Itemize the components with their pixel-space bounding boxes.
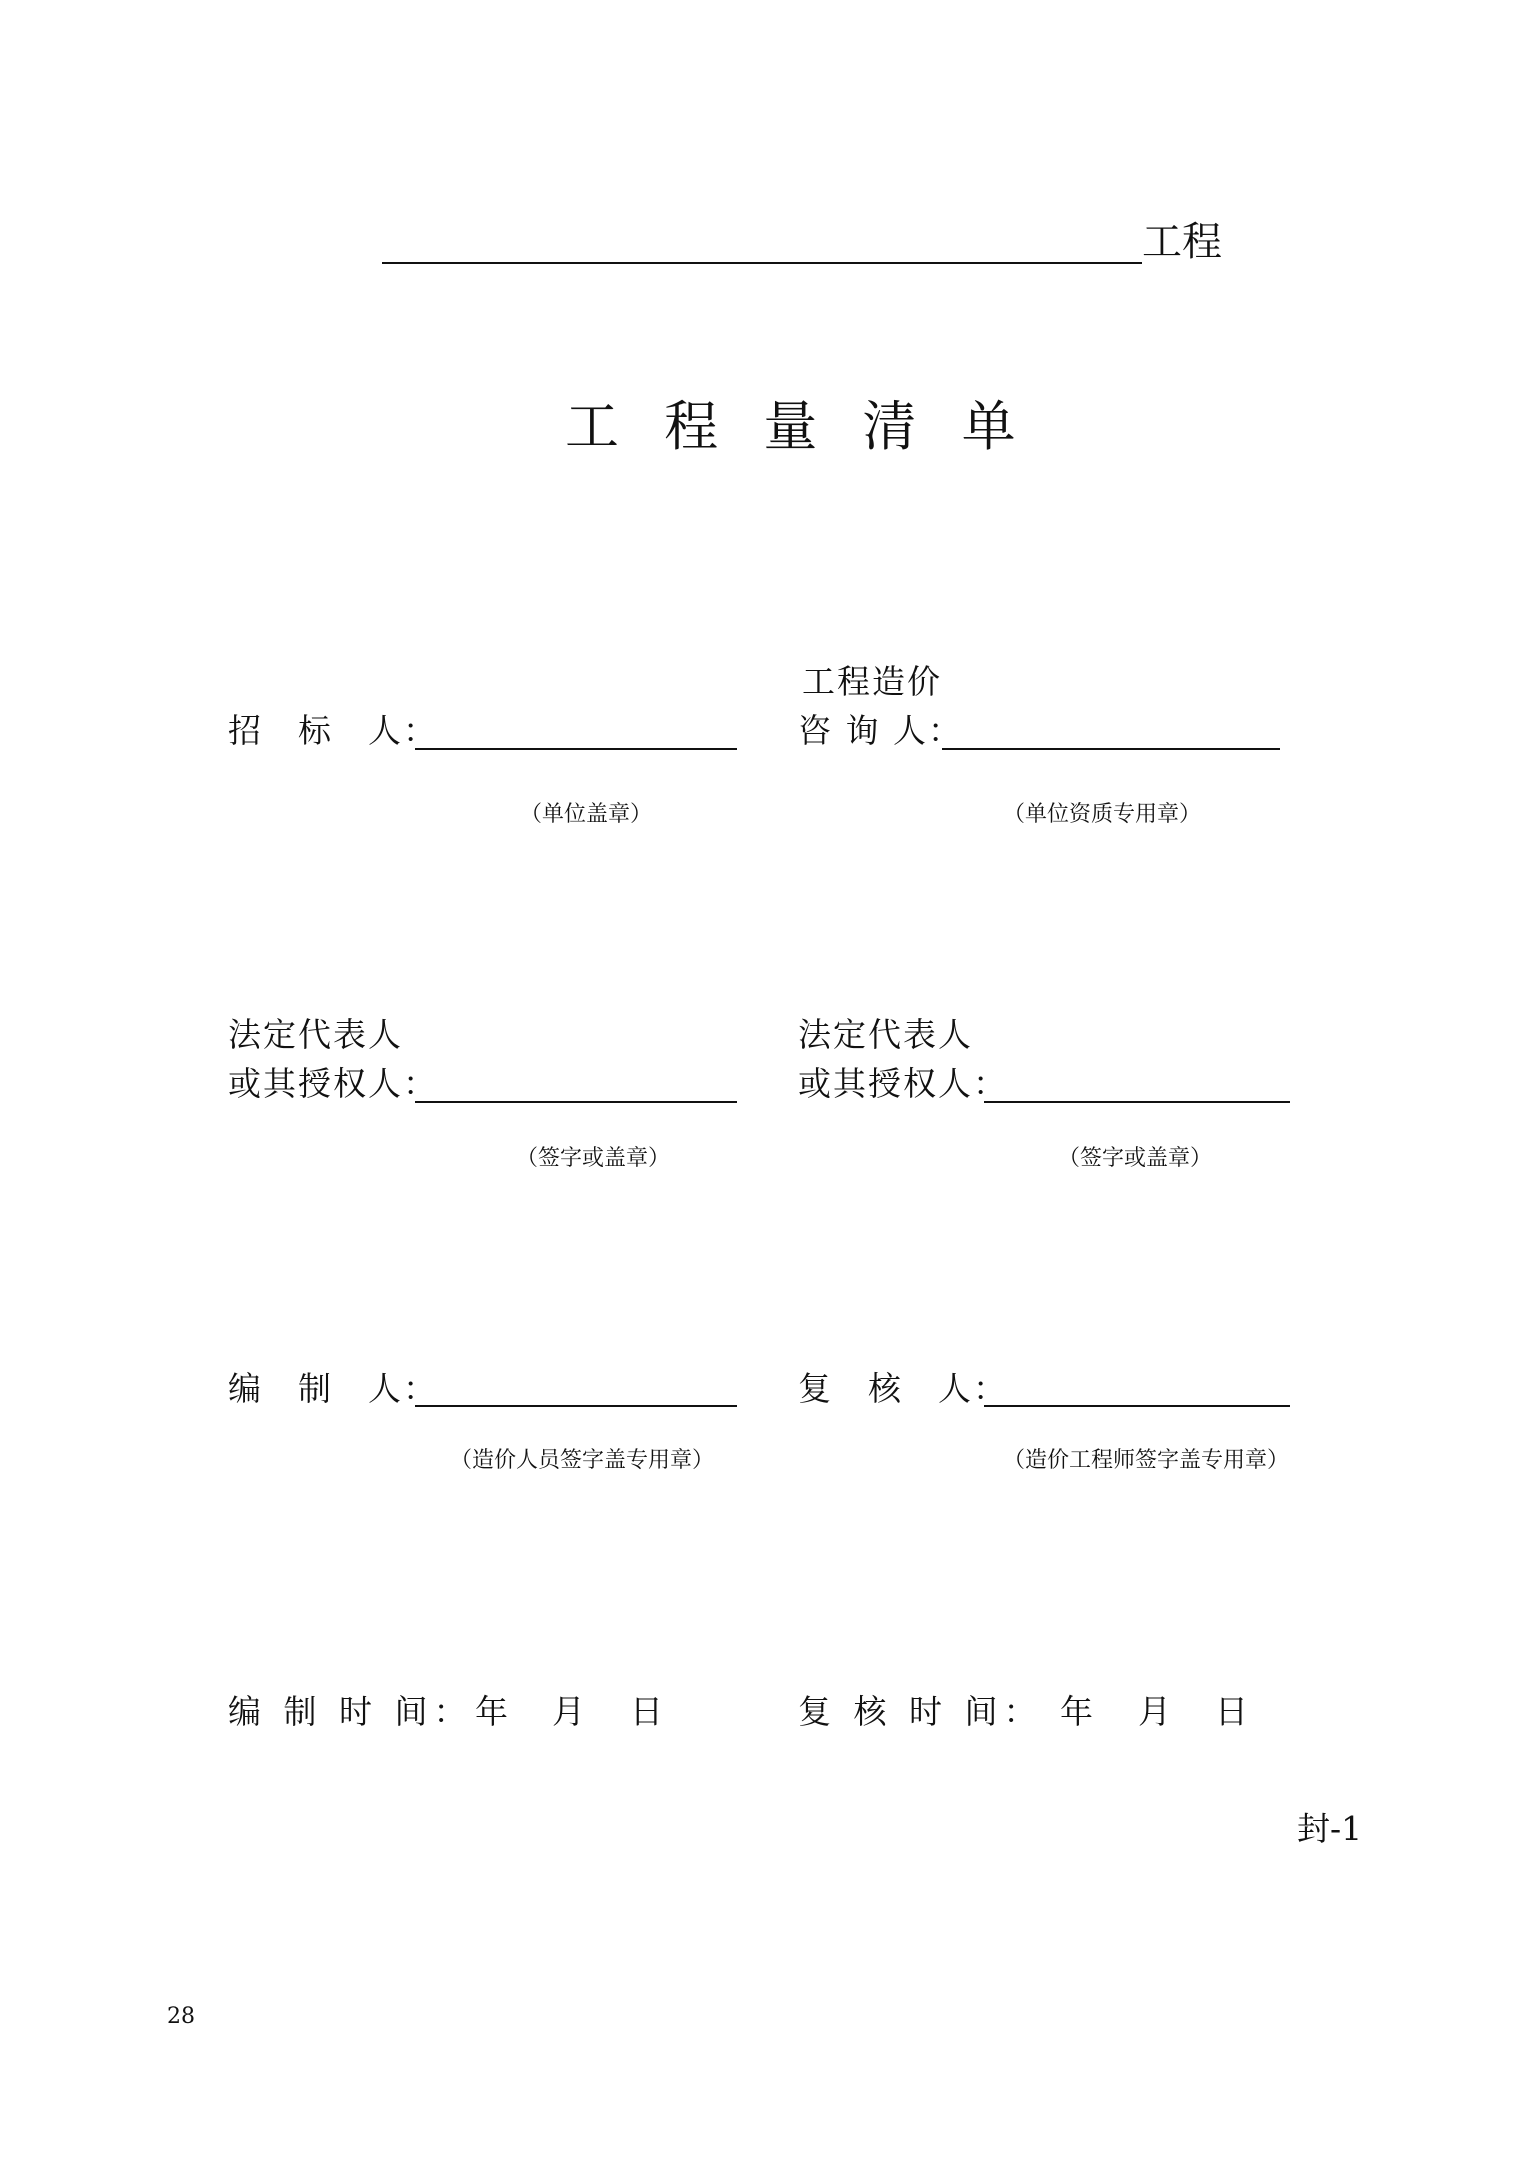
right-legal-rep-line1: 法定代表人: [798, 1015, 973, 1054]
consultant-label-line1: 工程造价: [802, 662, 942, 701]
left-legal-rep-line2: 或其授权人：: [228, 1064, 438, 1103]
left-legal-rep-line1: 法定代表人: [228, 1015, 403, 1054]
review-date-year: 年: [1060, 1692, 1095, 1731]
page-title: 工 程 量 清 单: [565, 395, 1030, 458]
form-code: 封-1: [1297, 1809, 1363, 1848]
consultant-note: （单位资质专用章）: [1003, 802, 1202, 827]
consultant-signature-line[interactable]: [942, 748, 1280, 750]
project-name-line[interactable]: [382, 262, 1142, 264]
compile-date-year: 年: [475, 1692, 510, 1731]
review-date-month: 月: [1138, 1692, 1173, 1731]
compiler-signature-line[interactable]: [415, 1405, 737, 1407]
tenderer-signature-line[interactable]: [415, 748, 737, 750]
right-legal-rep-note: （签字或盖章）: [1058, 1146, 1213, 1171]
tenderer-label: 招 标 人：: [228, 711, 438, 750]
reviewer-label: 复 核 人：: [798, 1369, 1008, 1408]
tenderer-note: （单位盖章）: [520, 802, 653, 827]
compiler-label: 编 制 人：: [228, 1369, 438, 1408]
consultant-label-line2: 咨 询 人：: [798, 711, 963, 750]
compile-date-day: 日: [630, 1692, 665, 1731]
compiler-note: （造价人员签字盖专用章）: [450, 1448, 715, 1473]
compile-date-month: 月: [552, 1692, 587, 1731]
project-suffix: 工程: [1142, 219, 1222, 265]
reviewer-note: （造价工程师签字盖专用章）: [1003, 1448, 1290, 1473]
compile-date-label: 编 制 时 间：: [228, 1692, 473, 1731]
review-date-label: 复 核 时 间：: [798, 1692, 1043, 1731]
reviewer-signature-line[interactable]: [984, 1405, 1290, 1407]
review-date-day: 日: [1215, 1692, 1250, 1731]
left-legal-rep-signature-line[interactable]: [415, 1101, 737, 1103]
left-legal-rep-note: （签字或盖章）: [516, 1146, 671, 1171]
right-legal-rep-line2: 或其授权人：: [798, 1064, 1008, 1103]
right-legal-rep-signature-line[interactable]: [984, 1101, 1290, 1103]
page-number: 28: [167, 2004, 195, 2029]
